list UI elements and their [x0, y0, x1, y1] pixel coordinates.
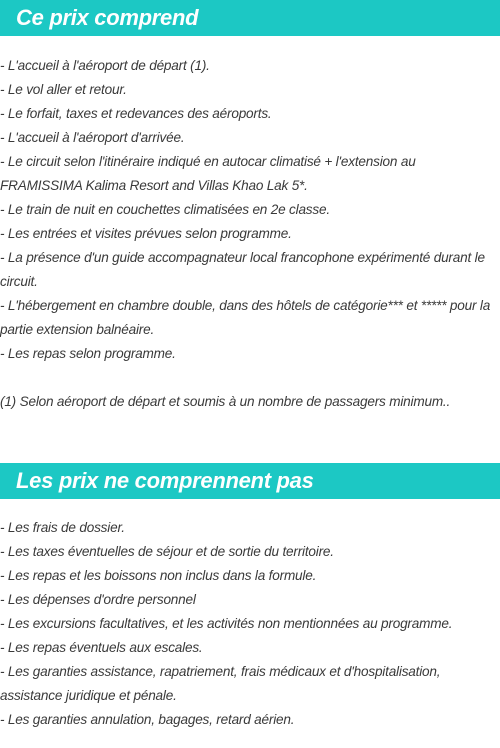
- list-item: - Le vol aller et retour.: [0, 82, 127, 97]
- section-title-included: Ce prix comprend: [16, 5, 199, 30]
- footnote: (1) Selon aéroport de départ et soumis à un nombre de passagers minimum..: [0, 394, 451, 409]
- list-item: - L'hébergement en chambre double, dans des hôtels de catégorie*** et ***** pour la partie extension balnéaire.: [0, 298, 491, 337]
- list-item: - Les garanties assistance, rapatriement, frais médicaux et d'hospitalisation, assistance juridique et pénale.: [0, 664, 441, 703]
- list-item: - Les repas éventuels aux escales.: [0, 640, 203, 655]
- section-title-excluded: Les prix ne comprennent pas: [16, 468, 314, 493]
- list-item: - Les garanties annulation, bagages, retard aérien.: [0, 712, 295, 727]
- list-item: - L'accueil à l'aéroport d'arrivée.: [0, 130, 185, 145]
- list-item: - La présence d'un guide accompagnateur local francophone expérimenté durant le circuit.: [0, 250, 485, 289]
- list-item: - Le circuit selon l'itinéraire indiqué en autocar climatisé + l'extension au FRAMISSIMA Kalima Resort and Villas Khao Lak 5*.: [0, 154, 416, 193]
- list-item: - Les repas selon programme.: [0, 346, 176, 361]
- section-header-excluded: [0, 463, 500, 499]
- section-header-included: [0, 0, 500, 36]
- list-item: - L'accueil à l'aéroport de départ (1).: [0, 58, 210, 73]
- list-item: - Les repas et les boissons non inclus dans la formule.: [0, 568, 317, 583]
- list-item: - Le train de nuit en couchettes climatisées en 2e classe.: [0, 202, 330, 217]
- list-item: - Le forfait, taxes et redevances des aéroports.: [0, 106, 272, 121]
- excluded-list: [0, 516, 500, 732]
- included-list: [0, 54, 500, 366]
- list-item: - Les dépenses d'ordre personnel: [0, 592, 196, 607]
- list-item: - Les taxes éventuelles de séjour et de sortie du territoire.: [0, 544, 334, 559]
- list-item: - Les frais de dossier.: [0, 520, 125, 535]
- list-item: - Les excursions facultatives, et les activités non mentionnées au programme.: [0, 616, 453, 631]
- list-item: - Les entrées et visites prévues selon programme.: [0, 226, 292, 241]
